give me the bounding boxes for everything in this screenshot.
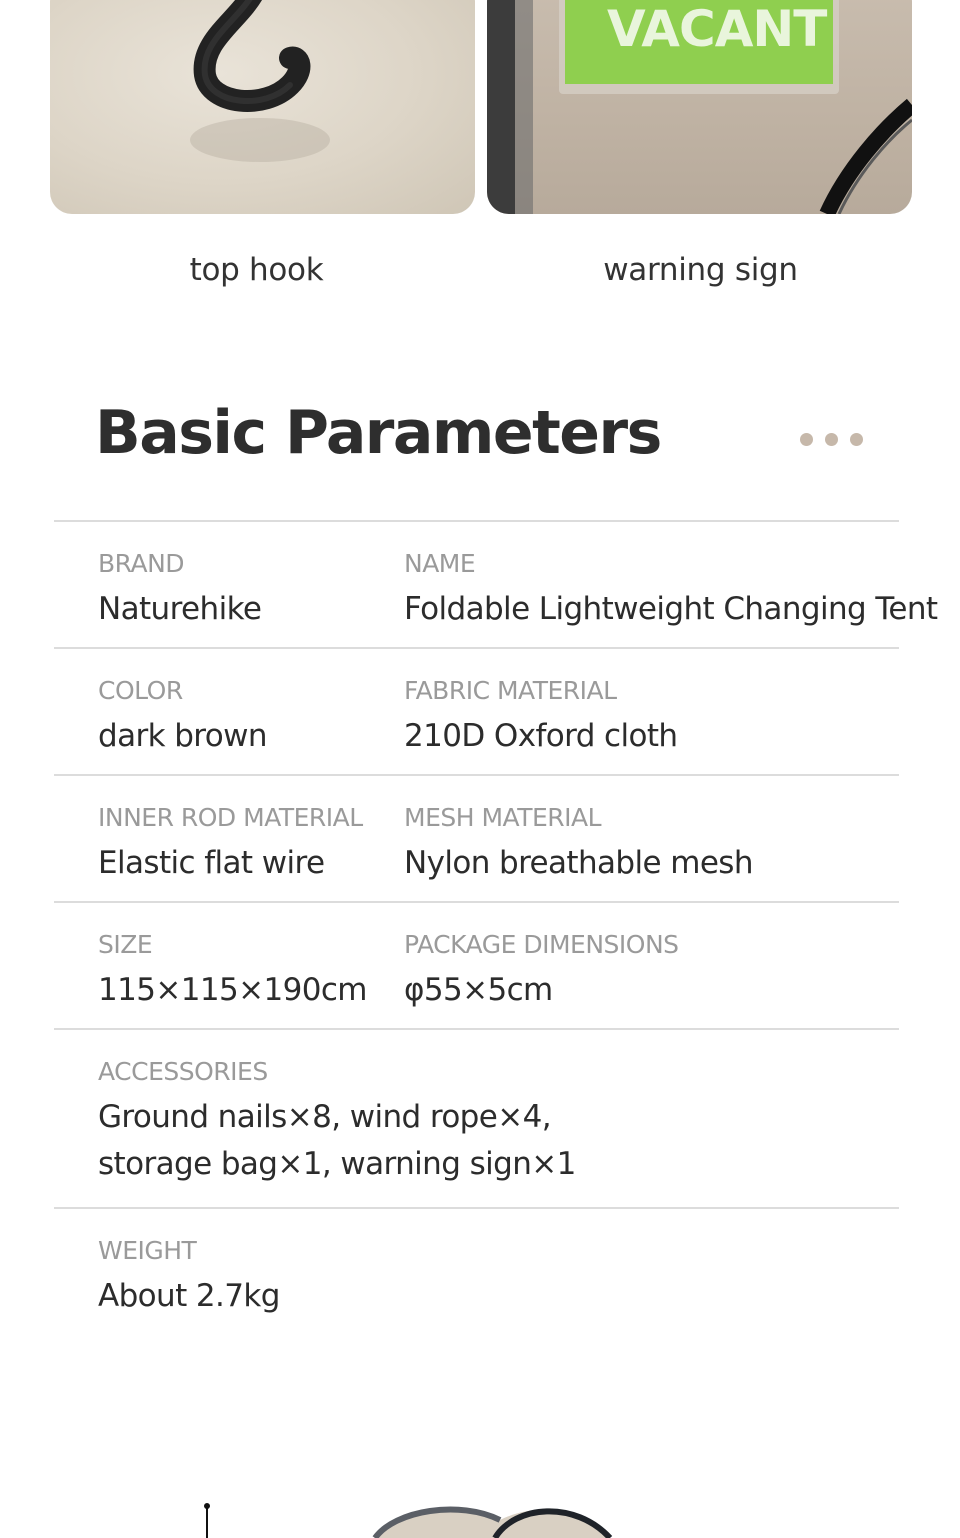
param-label: FABRIC MATERIAL [404, 676, 617, 705]
section-title: Basic Parameters [95, 398, 661, 468]
param-value: About 2.7kg [98, 1278, 280, 1314]
param-fabric [404, 675, 677, 760]
param-value: Ground nails×8, wind rope×4, [98, 1099, 551, 1135]
parameters-table [54, 520, 938, 1349]
param-value: Foldable Lightweight Changing Tent [404, 591, 938, 627]
param-value: Elastic flat wire [98, 845, 325, 881]
param-value: storage bag×1, warning sign×1 [98, 1146, 576, 1182]
param-label: INNER ROD MATERIAL [98, 803, 363, 832]
top-hook-caption: top hook [189, 252, 324, 288]
param-label: SIZE [98, 930, 153, 959]
param-weight [98, 1235, 280, 1320]
param-row-weight [54, 1209, 899, 1349]
warning-sign-icon [487, 0, 912, 214]
param-accessories [98, 1056, 576, 1188]
param-row-size-package [54, 903, 899, 1030]
param-label: WEIGHT [98, 1236, 197, 1265]
dot [850, 433, 863, 446]
hook-icon [50, 0, 475, 214]
param-label: COLOR [98, 676, 183, 705]
param-row-accessories [54, 1030, 899, 1209]
param-label: NAME [404, 549, 476, 578]
dot [825, 433, 838, 446]
param-label: MESH MATERIAL [404, 803, 602, 832]
param-inner-rod [98, 802, 363, 887]
param-brand [98, 548, 261, 633]
param-color [98, 675, 267, 760]
param-value: dark brown [98, 718, 267, 754]
top-hook-photo [50, 0, 475, 214]
param-label: BRAND [98, 549, 185, 578]
param-value: 115×115×190cm [98, 972, 367, 1008]
param-value: Naturehike [98, 591, 262, 627]
param-value: φ55×5cm [404, 972, 553, 1008]
warning-sign-caption: warning sign [603, 252, 798, 288]
param-value: Nylon breathable mesh [404, 845, 753, 881]
param-label: PACKAGE DIMENSIONS [404, 930, 679, 959]
param-row-rod-mesh [54, 776, 899, 903]
param-mesh [404, 802, 753, 887]
param-size [98, 929, 367, 1014]
param-row-color-fabric [54, 649, 899, 776]
ellipsis-icon [800, 433, 863, 446]
param-name [404, 548, 937, 633]
param-value: 210D Oxford cloth [404, 718, 678, 754]
param-label: ACCESSORIES [98, 1057, 268, 1086]
svg-text:VACANT: VACANT [607, 0, 827, 58]
dot [800, 433, 813, 446]
param-package [404, 929, 679, 1014]
param-row-brand-name [54, 522, 938, 649]
warning-sign-photo [487, 0, 912, 214]
tent-preview-icon [0, 1480, 960, 1538]
